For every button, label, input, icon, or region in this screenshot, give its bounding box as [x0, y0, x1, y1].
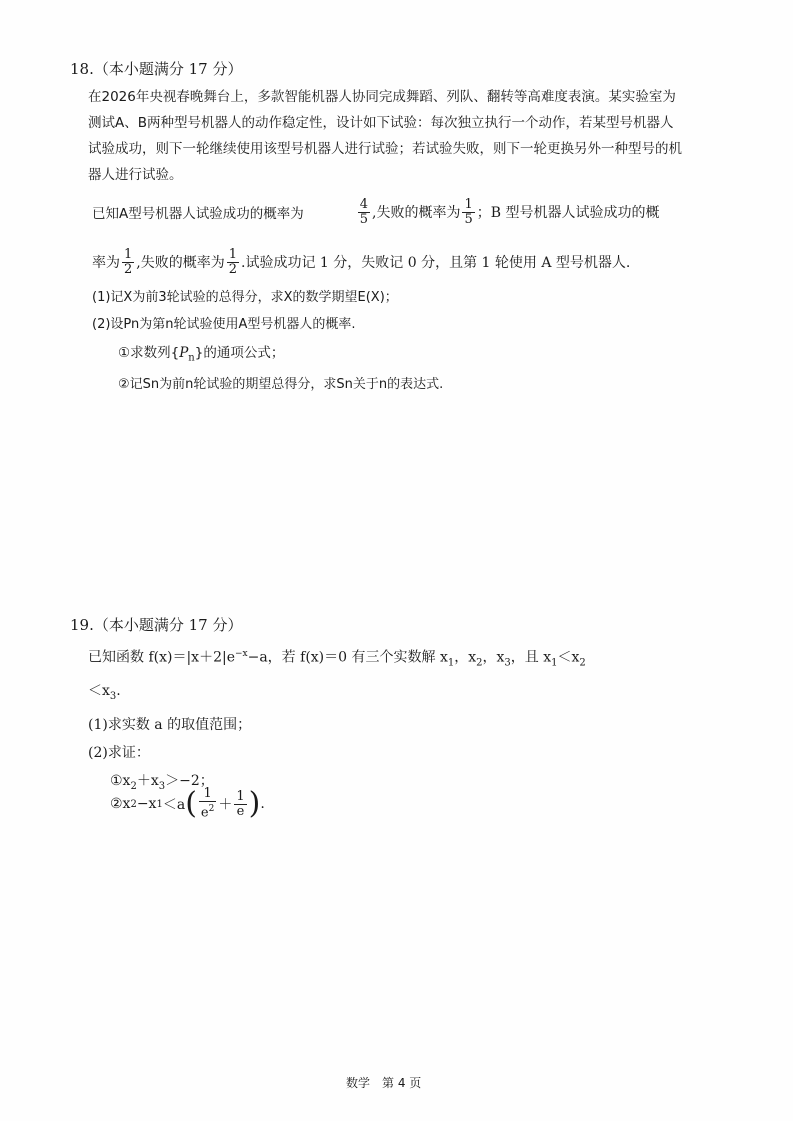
q19-line-1: 已知函数 $f(x)=|x+2|e^{-x}-a$，若 f(x)＝0 有三个实数解 $x_1$，$x_2$，$x_3$，且 $x_1<x_2$ — [88, 649, 586, 669]
frac-1-e2: $\frac{1}{e^2}$ — [200, 786, 215, 821]
left-paren: ( — [185, 786, 197, 821]
q18-prob-a-text: 已知A型号机器人试验成功的概率为 — [92, 206, 304, 222]
frac-1-2-a: $\frac{1}{2}$ — [124, 246, 133, 277]
q18-line-4: 器人进行试验。 — [88, 167, 183, 183]
q18-line-3: 试验成功，则下一轮继续使用该型号机器人进行试验；若试验失败，则下一轮更换另外一种型号的机 — [88, 141, 682, 157]
frac-1-2-b: $\frac{1}{2}$ — [228, 246, 238, 277]
q19-sub-2: (2)求证： — [88, 745, 150, 762]
q18-sub-2: (2)设Pn为第n轮试验使用A型号机器人的概率. — [92, 317, 356, 332]
q18-prob-line-1 — [92, 192, 660, 232]
q18-prob-line-2 — [92, 242, 630, 282]
q19-heading: 19.（本小题满分 17 分） — [70, 616, 243, 634]
frac-1-e: $\frac{1}{e}$ — [236, 788, 245, 819]
q18-fail-text: ,失败的概率为 — [372, 205, 461, 221]
q18-line-1: 在2026年央视春晚舞台上，多款智能机器人协同完成舞蹈、列队、翻转等高难度表演。某实验室为 — [88, 89, 676, 105]
q19-sub-2-i: $①x_2+x_3>-2$； — [110, 773, 214, 793]
q18-rate-text: 率为 — [92, 255, 120, 271]
q18-sub-2-parts — [118, 340, 443, 398]
q18-heading: 18.（本小题满分 17 分） — [70, 60, 243, 78]
q18-sub-2-i: ①求数列$\{P_n\}$的通项公式； — [118, 345, 285, 364]
q19-sub-2-ii: ②x 2 −x 1 ＜a ( $\frac{1}{e^2}$ ＋ $\frac{1}{e}$ ) . — [110, 786, 265, 821]
q18-sub-1: (1)记X为前3轮试验的总得分，求X的数学期望E(X)； — [92, 290, 398, 305]
frac-4-5: $\frac{4}{5}$ — [359, 196, 369, 227]
q19-sub-1: (1)求实数 a 的取值范围； — [88, 717, 252, 734]
q18-sub-2-ii: ②记Sn为前n轮试验的期望总得分，求Sn关于n的表达式. — [118, 376, 444, 392]
page-footer: 数学 第 4 页 — [346, 1076, 422, 1090]
q18-line-2: 测试A、B两种型号机器人的动作稳定性，设计如下试验：每次独立执行一个动作，若某型号机器人 — [88, 115, 674, 131]
frac-1-5: $\frac{1}{5}$ — [464, 196, 473, 227]
right-paren: ) — [248, 786, 261, 821]
q18-fail-text-2: ,失败的概率为 — [136, 255, 225, 271]
q19-line-2: $<x_3$. — [88, 683, 121, 703]
q19-body — [88, 640, 586, 801]
q18-b-text: ；B 型号机器人试验成功的概 — [476, 205, 660, 221]
q18-subquestions — [92, 284, 398, 338]
q18-score-text: .试验成功记 1 分，失败记 0 分，且第 1 轮使用 A 型号机器人. — [241, 255, 631, 271]
q18-paragraph — [88, 84, 682, 188]
